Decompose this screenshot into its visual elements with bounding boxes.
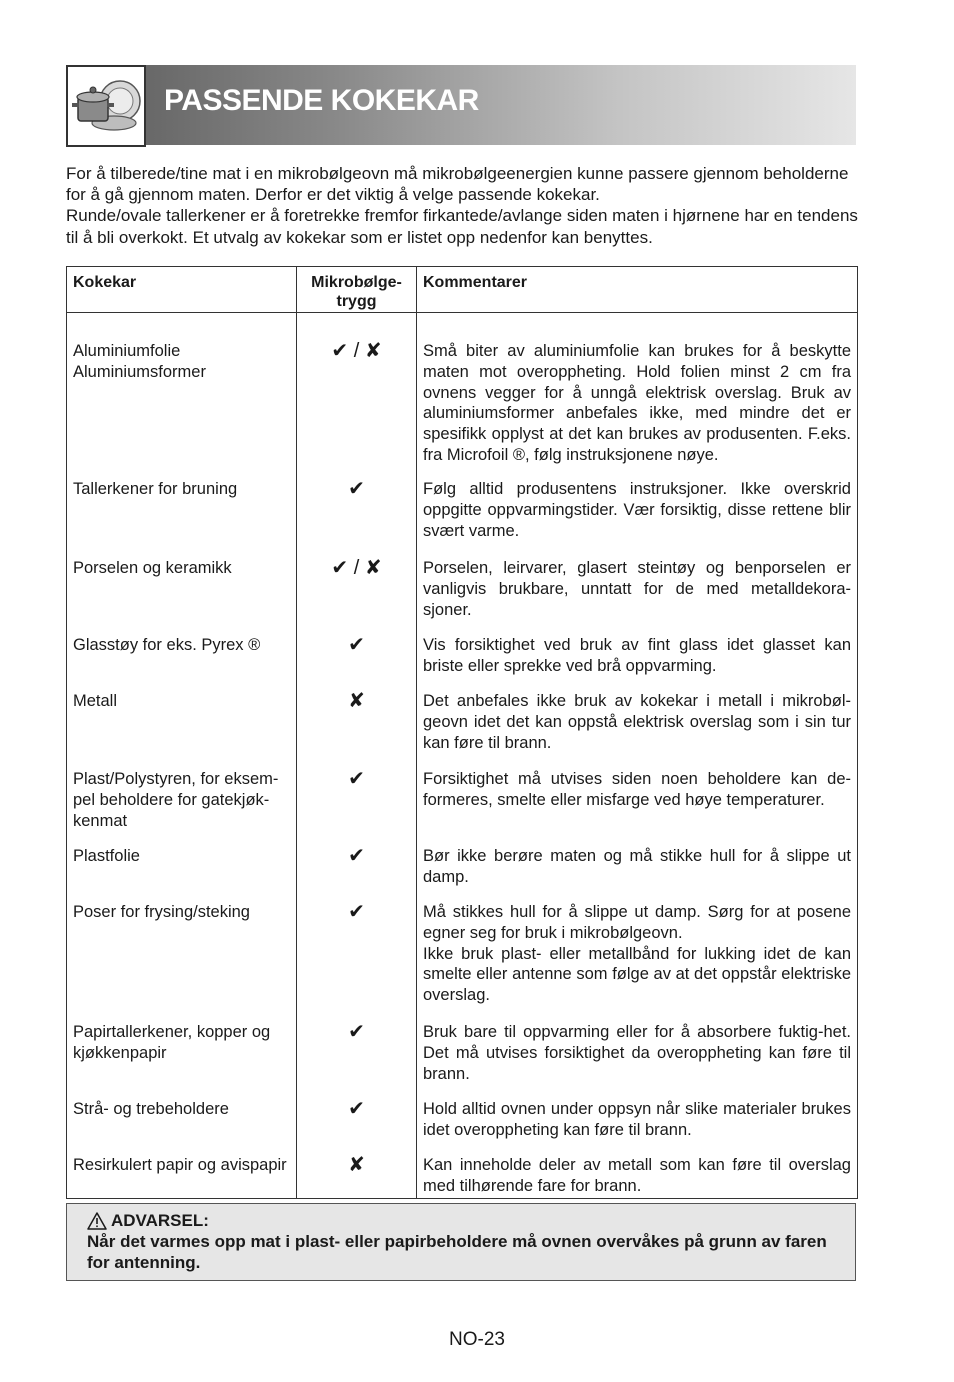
cookware-name: Porselen og keramikk [67, 552, 297, 629]
microwave-safe-mark: ✔ [297, 629, 417, 685]
page-number: NO-23 [449, 1329, 505, 1350]
page-title: PASSENDE KOKEKAR [164, 84, 479, 117]
cookware-name: Strå- og trebeholdere [67, 1093, 297, 1149]
comment-text: Følg alltid produsentens instruksjoner. Ikke overskrid oppgitte oppvarmingstider. Vær forsiktig, disse rettene blir svært varme. [417, 473, 858, 552]
comment-text: Kan inneholde deler av metall som kan føre til overslag med tilhørende fare for brann. [417, 1149, 858, 1198]
comment-text: Forsiktighet må utvises siden noen beholdere kan de-formeres, smelte eller misfarge ved høye temperaturer. [417, 763, 858, 840]
page-header [66, 65, 856, 145]
warning-box [66, 1203, 856, 1281]
cookware-name: Aluminiumfolie Aluminiumsformer [67, 313, 297, 474]
microwave-safe-mark: ✔ [297, 763, 417, 840]
microwave-safe-mark: ✔ [297, 1093, 417, 1149]
table-row [67, 763, 858, 840]
table-row [67, 1016, 858, 1093]
table-row [67, 552, 858, 629]
comment-text: Bruk bare til oppvarming eller for å absorbere fuktig-het. Det må utvises forsiktighet da overoppheting kan føre til brann. [417, 1016, 858, 1093]
table-row [67, 473, 858, 552]
intro-text [66, 163, 858, 248]
cookware-name: Poser for frysing/steking [67, 896, 297, 1016]
microwave-safe-mark: ✔ [297, 896, 417, 1016]
warning-triangle-icon [87, 1212, 107, 1230]
table-row [67, 840, 858, 896]
header-microwave-safe: Mikrobølge- trygg [297, 267, 417, 313]
microwave-safe-mark: ✔ [297, 1016, 417, 1093]
cookware-name: Plast/Polystyren, for eksem-pel beholdere for gatekjøk-kenmat [67, 763, 297, 840]
comment-text: Bør ikke berøre maten og må stikke hull for å slippe ut damp. [417, 840, 858, 896]
cookware-name: Papirtallerkener, kopper og kjøkkenpapir [67, 1016, 297, 1093]
cookware-name: Resirkulert papir og avispapir [67, 1149, 297, 1198]
table-row [67, 629, 858, 685]
intro-paragraph: For å tilberede/tine mat i en mikrobølgeovn må mikrobølgeenergien kunne passere gjennom beholderne for å gå gjennom maten. Derfor er det viktig å velge passende kokekar. [66, 164, 849, 205]
warning-text: Når det varmes opp mat i plast- eller papirbeholdere må ovnen overvåkes på grunn av faren for antenning. [87, 1232, 827, 1272]
intro-paragraph: Runde/ovale tallerkener er å foretrekke fremfor firkantede/avlange siden maten i hjørnene har en tendens til å bli overkokt. Et utvalg av kokekar som er listet opp nedenfor kan benyttes. [66, 206, 858, 247]
header-comments: Kommentarer [417, 267, 858, 313]
table-header-row [67, 267, 858, 313]
cookware-table [66, 266, 858, 1199]
warning-title: ADVARSEL: [111, 1211, 209, 1230]
microwave-safe-mark: ✔ [297, 473, 417, 552]
comment-text: Vis forsiktighet ved bruk av fint glass idet glasset kan briste eller sprekke ved brå oppvarming. [417, 629, 858, 685]
cookware-icon [66, 65, 146, 147]
comment-text: Det anbefales ikke bruk av kokekar i metall i mikrobøl-geovn idet det kan oppstå elektrisk overslag som i sin tur kan føre til brann. [417, 685, 858, 763]
comment-text: Hold alltid ovnen under oppsyn når slike materialer brukes idet overoppheting kan føre til brann. [417, 1093, 858, 1149]
cookware-name: Glasstøy for eks. Pyrex ® [67, 629, 297, 685]
table-row [67, 313, 858, 474]
header-cookware: Kokekar [67, 267, 297, 313]
comment-text: Små biter av aluminiumfolie kan brukes for å beskytte maten mot overoppheting. Hold folien minst 2 cm fra ovnens vegger for å unngå elektrisk overslag. Bruk av aluminiumsformer anbefales ikke, med mindre det er spesifikk opplyst at det kan brukes av produsenten. F.eks. fra Microfoil ®, følg instruksjonene nøye. [417, 313, 858, 474]
cookware-name: Metall [67, 685, 297, 763]
table-row [67, 896, 858, 1016]
cookware-name: Plastfolie [67, 840, 297, 896]
microwave-safe-mark: ✔ [297, 840, 417, 896]
comment-text: Porselen, leirvarer, glasert steintøy og benporselen er vanligvis brukbare, unntatt for de med metalldekora-sjoner. [417, 552, 858, 629]
microwave-safe-mark: ✔ / ✘ [297, 313, 417, 474]
microwave-safe-mark: ✘ [297, 1149, 417, 1198]
cookware-name: Tallerkener for bruning [67, 473, 297, 552]
microwave-safe-mark: ✔ / ✘ [297, 552, 417, 629]
table-row [67, 1149, 858, 1198]
comment-text: Må stikkes hull for å slippe ut damp. Sørg for at posene egner seg for bruk i mikrobølgeovn. Ikke bruk plast- eller metallbånd for lukking idet de kan smelte eller antenne som følge av at det oppstår elektriske overslag. [417, 896, 858, 1016]
table-row [67, 685, 858, 763]
microwave-safe-mark: ✘ [297, 685, 417, 763]
table-row [67, 1093, 858, 1149]
